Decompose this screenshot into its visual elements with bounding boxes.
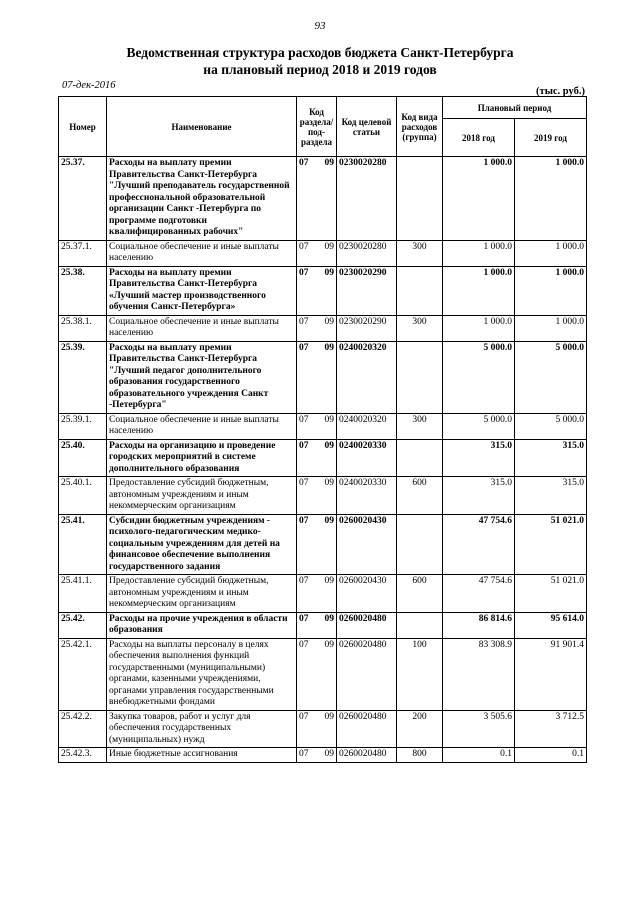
row-name: Расходы на организацию и проведение городских мероприятий в системе дополнительного образования bbox=[107, 439, 297, 477]
row-section: 07 bbox=[299, 613, 309, 624]
row-amount-2019: 1 000.0 bbox=[515, 315, 587, 341]
row-subsection: 09 bbox=[324, 267, 334, 278]
row-amount-2019: 1 000.0 bbox=[515, 240, 587, 266]
row-vr-code bbox=[397, 612, 443, 638]
row-amount-2018: 0.1 bbox=[443, 748, 515, 763]
row-vr-code bbox=[397, 157, 443, 241]
row-amount-2018: 1 000.0 bbox=[443, 240, 515, 266]
row-section: 07 bbox=[299, 316, 309, 327]
row-subsection: 09 bbox=[324, 711, 334, 722]
row-subsection: 09 bbox=[324, 576, 334, 586]
row-section-code bbox=[297, 612, 337, 638]
row-subsection: 09 bbox=[324, 749, 334, 759]
row-subsection: 09 bbox=[324, 316, 334, 327]
table-row bbox=[59, 612, 587, 638]
row-section: 07 bbox=[299, 342, 309, 353]
table-row bbox=[59, 439, 587, 477]
row-section-code bbox=[297, 710, 337, 748]
row-subsection: 09 bbox=[324, 515, 334, 526]
header-vr: Код вида расходов (группа) bbox=[397, 97, 443, 157]
row-name: Предоставление субсидий бюджетным, автономным учреждениям и иным некоммерческим организациям bbox=[107, 477, 297, 515]
row-csr-code: 0260020430 bbox=[337, 575, 397, 613]
table-row bbox=[59, 413, 587, 439]
row-subsection: 09 bbox=[324, 158, 334, 168]
row-subsection: 09 bbox=[324, 440, 334, 451]
row-amount-2018: 1 000.0 bbox=[443, 315, 515, 341]
header-number: Номер bbox=[59, 97, 107, 157]
budget-table bbox=[58, 96, 587, 763]
row-subsection: 09 bbox=[324, 241, 334, 252]
row-vr-code: 800 bbox=[397, 748, 443, 763]
header-2018: 2018 год bbox=[443, 119, 515, 157]
row-subsection: 09 bbox=[324, 613, 334, 624]
row-amount-2019: 95 614.0 bbox=[515, 612, 587, 638]
row-section-code bbox=[297, 575, 337, 613]
row-section-code bbox=[297, 240, 337, 266]
row-csr-code: 0260020480 bbox=[337, 748, 397, 763]
row-number: 25.40. bbox=[59, 439, 107, 477]
row-name: Закупка товаров, работ и услуг для обеспечения государственных (муниципальных) нужд bbox=[107, 710, 297, 748]
row-section-code bbox=[297, 748, 337, 763]
row-number: 25.37.1. bbox=[59, 240, 107, 266]
row-amount-2018: 3 505.6 bbox=[443, 710, 515, 748]
row-section: 07 bbox=[299, 711, 309, 722]
row-name: Социальное обеспечение и иные выплаты населению bbox=[107, 315, 297, 341]
row-vr-code: 100 bbox=[397, 638, 443, 710]
table-row bbox=[59, 710, 587, 748]
row-section: 07 bbox=[299, 158, 309, 168]
row-csr-code: 0240020330 bbox=[337, 477, 397, 515]
row-number: 25.39. bbox=[59, 341, 107, 413]
row-amount-2019: 91 901.4 bbox=[515, 638, 587, 710]
row-amount-2019: 5 000.0 bbox=[515, 413, 587, 439]
row-name: Социальное обеспечение и иные выплаты населению bbox=[107, 240, 297, 266]
header-section: Код раздела/ под-раздела bbox=[297, 97, 337, 157]
row-section-code bbox=[297, 266, 337, 315]
document-title bbox=[0, 44, 640, 78]
row-subsection: 09 bbox=[324, 342, 334, 353]
row-name: Иные бюджетные ассигнования bbox=[107, 748, 297, 763]
row-amount-2019: 315.0 bbox=[515, 439, 587, 477]
row-subsection: 09 bbox=[324, 639, 334, 650]
row-subsection: 09 bbox=[324, 414, 334, 425]
row-amount-2018: 5 000.0 bbox=[443, 341, 515, 413]
row-section-code bbox=[297, 439, 337, 477]
table-row bbox=[59, 477, 587, 515]
units-label: (тыс. руб.) bbox=[536, 86, 585, 97]
row-name: Предоставление субсидий бюджетным, автономным учреждениям и иным некоммерческим организациям bbox=[107, 575, 297, 613]
row-section: 07 bbox=[299, 749, 309, 759]
table-row bbox=[59, 638, 587, 710]
title-line-1: Ведомственная структура расходов бюджета Санкт-Петербурга bbox=[126, 45, 514, 60]
row-section-code bbox=[297, 477, 337, 515]
row-section: 07 bbox=[299, 576, 309, 586]
row-amount-2019: 5 000.0 bbox=[515, 341, 587, 413]
row-number: 25.42. bbox=[59, 612, 107, 638]
row-csr-code: 0230020280 bbox=[337, 240, 397, 266]
row-amount-2018: 47 754.6 bbox=[443, 514, 515, 575]
row-amount-2018: 86 814.6 bbox=[443, 612, 515, 638]
row-amount-2019: 51 021.0 bbox=[515, 575, 587, 613]
row-name: Субсидии бюджетным учреждениям - психолого-педагогическим медико-социальным учреждениям для детей на финансовое обеспечение выполнения государственного задания bbox=[107, 514, 297, 575]
row-section: 07 bbox=[299, 639, 309, 650]
row-section: 07 bbox=[299, 241, 309, 252]
table-row bbox=[59, 341, 587, 413]
header-2019: 2019 год bbox=[515, 119, 587, 157]
header-plan-period: Плановый период bbox=[443, 97, 587, 119]
row-csr-code: 0260020480 bbox=[337, 612, 397, 638]
row-section: 07 bbox=[299, 414, 309, 425]
row-vr-code: 200 bbox=[397, 710, 443, 748]
row-vr-code: 300 bbox=[397, 240, 443, 266]
row-vr-code bbox=[397, 439, 443, 477]
row-csr-code: 0240020320 bbox=[337, 413, 397, 439]
header-csr: Код целевой статьи bbox=[337, 97, 397, 157]
row-subsection: 09 bbox=[324, 478, 334, 488]
row-vr-code bbox=[397, 514, 443, 575]
row-number: 25.38. bbox=[59, 266, 107, 315]
row-number: 25.38.1. bbox=[59, 315, 107, 341]
document-date: 07-дек-2016 bbox=[62, 80, 116, 91]
row-name: Социальное обеспечение и иные выплаты населению bbox=[107, 413, 297, 439]
row-section: 07 bbox=[299, 478, 309, 488]
row-name: Расходы на выплату премии Правительства Санкт-Петербурга "Лучший преподаватель государственной профессиональной образовательной организации Санкт -Петербурга по программе подготовки квалифицированных рабочих" bbox=[107, 157, 297, 241]
page-number: 93 bbox=[314, 20, 326, 32]
row-vr-code: 300 bbox=[397, 413, 443, 439]
row-name: Расходы на выплату премии Правительства Санкт-Петербурга "Лучший педагог дополнительного образования государственного образовательного учреждения Санкт -Петербурга" bbox=[107, 341, 297, 413]
row-vr-code: 600 bbox=[397, 575, 443, 613]
row-name: Расходы на прочие учреждения в области образования bbox=[107, 612, 297, 638]
row-section-code bbox=[297, 341, 337, 413]
row-number: 25.42.1. bbox=[59, 638, 107, 710]
row-csr-code: 0260020480 bbox=[337, 710, 397, 748]
row-number: 25.40.1. bbox=[59, 477, 107, 515]
row-vr-code: 300 bbox=[397, 315, 443, 341]
row-vr-code: 600 bbox=[397, 477, 443, 515]
row-amount-2018: 83 308.9 bbox=[443, 638, 515, 710]
row-name: Расходы на выплаты персоналу в целях обеспечения выполнения функций государственными (муниципальными) органами, казенными учреждениями, органами управления государственными внебюджетными фондами bbox=[107, 638, 297, 710]
table-row bbox=[59, 748, 587, 763]
row-amount-2018: 1 000.0 bbox=[443, 157, 515, 241]
title-line-2: на плановый период 2018 и 2019 годов bbox=[203, 62, 437, 77]
row-name: Расходы на выплату премии Правительства Санкт-Петербурга «Лучший мастер производственного обучения Санкт-Петербурга» bbox=[107, 266, 297, 315]
header-name: Наименование bbox=[107, 97, 297, 157]
table-row bbox=[59, 315, 587, 341]
row-amount-2018: 315.0 bbox=[443, 477, 515, 515]
row-section-code bbox=[297, 157, 337, 241]
row-number: 25.42.2. bbox=[59, 710, 107, 748]
row-amount-2019: 1 000.0 bbox=[515, 266, 587, 315]
row-vr-code bbox=[397, 266, 443, 315]
row-csr-code: 0240020320 bbox=[337, 341, 397, 413]
row-number: 25.39.1. bbox=[59, 413, 107, 439]
row-amount-2019: 0.1 bbox=[515, 748, 587, 763]
table-header bbox=[59, 97, 587, 157]
table-row bbox=[59, 240, 587, 266]
table-body bbox=[59, 157, 587, 763]
row-csr-code: 0260020480 bbox=[337, 638, 397, 710]
row-amount-2018: 5 000.0 bbox=[443, 413, 515, 439]
row-amount-2019: 3 712.5 bbox=[515, 710, 587, 748]
row-amount-2019: 315.0 bbox=[515, 477, 587, 515]
row-csr-code: 0260020430 bbox=[337, 514, 397, 575]
row-amount-2019: 1 000.0 bbox=[515, 157, 587, 241]
table-row bbox=[59, 575, 587, 613]
row-csr-code: 0240020330 bbox=[337, 439, 397, 477]
row-number: 25.42.3. bbox=[59, 748, 107, 763]
row-section-code bbox=[297, 514, 337, 575]
row-csr-code: 0230020290 bbox=[337, 315, 397, 341]
row-section: 07 bbox=[299, 440, 309, 451]
row-amount-2018: 315.0 bbox=[443, 439, 515, 477]
row-section-code bbox=[297, 315, 337, 341]
table-row bbox=[59, 514, 587, 575]
row-number: 25.41.1. bbox=[59, 575, 107, 613]
row-number: 25.41. bbox=[59, 514, 107, 575]
table-row bbox=[59, 157, 587, 241]
row-number: 25.37. bbox=[59, 157, 107, 241]
row-section: 07 bbox=[299, 267, 309, 278]
row-section-code bbox=[297, 638, 337, 710]
row-vr-code bbox=[397, 341, 443, 413]
row-amount-2018: 1 000.0 bbox=[443, 266, 515, 315]
row-csr-code: 0230020290 bbox=[337, 266, 397, 315]
row-section: 07 bbox=[299, 515, 309, 526]
row-amount-2018: 47 754.6 bbox=[443, 575, 515, 613]
row-section-code bbox=[297, 413, 337, 439]
row-csr-code: 0230020280 bbox=[337, 157, 397, 241]
table-row bbox=[59, 266, 587, 315]
row-amount-2019: 51 021.0 bbox=[515, 514, 587, 575]
